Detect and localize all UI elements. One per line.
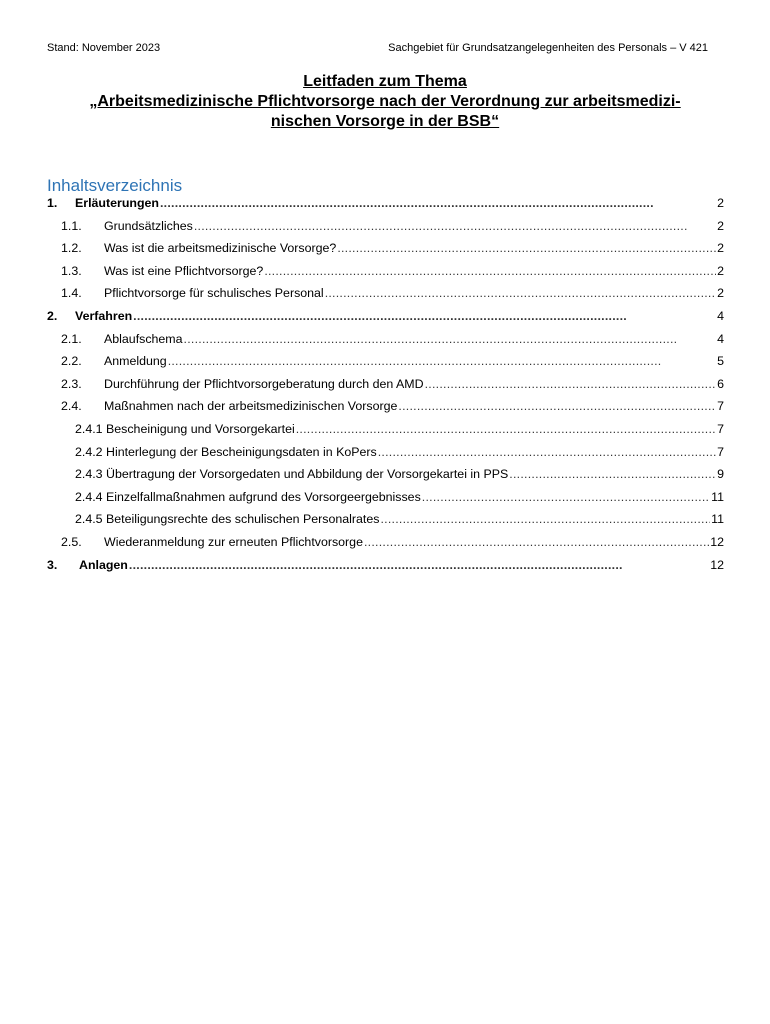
toc-leader <box>194 219 716 233</box>
toc-entry-1-4[interactable] <box>47 286 724 309</box>
toc-label: Anmeldung <box>104 354 167 369</box>
toc-label: Maßnahmen nach der arbeitsmedizinischen Vorsorge <box>104 399 398 414</box>
toc-leader <box>184 332 717 346</box>
toc-leader <box>325 286 716 300</box>
toc-page: 4 <box>717 308 724 323</box>
toc-entry-1-3[interactable] <box>47 264 724 287</box>
toc-entry-2-4-2[interactable] <box>47 445 724 468</box>
toc-page: 12 <box>710 557 724 572</box>
toc-number: 2.4. <box>61 399 82 414</box>
toc-label: Wiederanmeldung zur erneuten Pflichtvorsorge <box>104 534 363 549</box>
toc-page: 7 <box>717 421 724 436</box>
toc-entry-2-4-5[interactable] <box>47 512 724 535</box>
toc-entry-1-1[interactable] <box>47 219 724 242</box>
toc-number: 2.2. <box>61 354 82 369</box>
toc-label: 2.4.5 Beteiligungsrechte des schulischen Personalrates <box>75 512 380 527</box>
toc-leader <box>129 558 709 572</box>
toc-leader <box>380 512 710 526</box>
toc-page: 6 <box>717 376 724 391</box>
toc-entry-2-4[interactable] <box>47 399 724 422</box>
toc-number: 1.1. <box>61 218 82 233</box>
toc-leader <box>422 490 710 504</box>
toc-label: 2.4.4 Einzelfallmaßnahmen aufgrund des Vorsorgeergebnisses <box>75 489 421 504</box>
toc-number: 1.2. <box>61 241 82 256</box>
toc-leader <box>337 241 716 255</box>
toc-page: 2 <box>717 196 724 210</box>
toc-leader <box>364 535 709 549</box>
toc-entry-1-2[interactable] <box>47 241 724 264</box>
page-header <box>47 42 708 54</box>
toc-entry-3[interactable] <box>47 558 724 581</box>
toc-leader <box>168 354 716 368</box>
toc-page: 7 <box>717 444 724 459</box>
title-line-3: nischen Vorsorge in der BSB“ <box>270 113 500 130</box>
toc-label: Was ist eine Pflichtvorsorge? <box>104 263 264 278</box>
title-line-2: „Arbeitsmedizinische Pflichtvorsorge nach der Verordnung zur arbeitsmedizi- <box>89 93 681 110</box>
toc-page: 2 <box>717 241 724 256</box>
toc-label: Pflichtvorsorge für schulisches Personal <box>104 286 324 301</box>
toc-entry-2-5[interactable] <box>47 535 724 558</box>
toc-page: 11 <box>711 489 724 504</box>
table-of-contents <box>47 196 724 580</box>
toc-entry-2-1[interactable] <box>47 332 724 355</box>
toc-entry-1[interactable] <box>47 196 724 219</box>
toc-entry-2-2[interactable] <box>47 354 724 377</box>
toc-number: 3. <box>47 557 58 572</box>
title-line-1: Leitfaden zum Thema <box>303 73 467 90</box>
toc-leader <box>378 445 716 459</box>
header-date: Stand: November 2023 <box>47 42 161 54</box>
toc-label: Durchführung der Pflichtvorsorgeberatung durch den AMD <box>104 376 424 391</box>
toc-leader <box>160 196 716 210</box>
toc-page: 11 <box>711 512 724 527</box>
toc-leader <box>398 399 716 413</box>
toc-page: 2 <box>717 286 724 301</box>
toc-page: 7 <box>717 399 724 414</box>
toc-number: 2.1. <box>61 331 82 346</box>
toc-page: 2 <box>717 263 724 278</box>
toc-number: 1.3. <box>61 263 82 278</box>
toc-entry-2-3[interactable] <box>47 377 724 400</box>
toc-label: 2.4.1 Bescheinigung und Vorsorgekartei <box>75 421 295 436</box>
toc-label: Anlagen <box>79 557 128 572</box>
toc-page: 9 <box>717 467 724 482</box>
toc-entry-2[interactable] <box>47 309 724 332</box>
toc-number: 1.4. <box>61 286 82 301</box>
toc-number: 2. <box>47 308 58 323</box>
toc-number: 2.3. <box>61 376 82 391</box>
toc-entry-2-4-1[interactable] <box>47 422 724 445</box>
toc-page: 2 <box>717 218 724 233</box>
header-department: Sachgebiet für Grundsatzangelegenheiten des Personals – V 421 <box>388 42 708 54</box>
toc-label: 2.4.3 Übertragung der Vorsorgedaten und Abbildung der Vorsorgekartei in PPS <box>75 467 509 482</box>
toc-label: Grundsätzliches <box>104 218 193 233</box>
toc-label: Ablaufschema <box>104 331 183 346</box>
toc-label: Was ist die arbeitsmedizinische Vorsorge? <box>104 241 337 256</box>
toc-label: Erläuterungen <box>75 196 159 210</box>
toc-leader <box>296 422 716 436</box>
toc-entry-2-4-3[interactable] <box>47 467 724 490</box>
toc-heading: Inhaltsverzeichnis <box>47 176 183 195</box>
toc-page: 5 <box>717 354 724 369</box>
toc-label: 2.4.2 Hinterlegung der Bescheinigungsdaten in KoPers <box>75 444 377 459</box>
toc-leader <box>133 309 716 323</box>
toc-leader <box>264 264 716 278</box>
toc-entry-2-4-4[interactable] <box>47 490 724 513</box>
toc-leader <box>509 467 716 481</box>
toc-page: 4 <box>717 331 724 346</box>
toc-label: Verfahren <box>75 308 133 323</box>
toc-number: 1. <box>47 196 58 210</box>
toc-page: 12 <box>710 534 724 549</box>
toc-leader <box>425 377 717 391</box>
document-title <box>40 72 730 132</box>
toc-number: 2.5. <box>61 534 82 549</box>
